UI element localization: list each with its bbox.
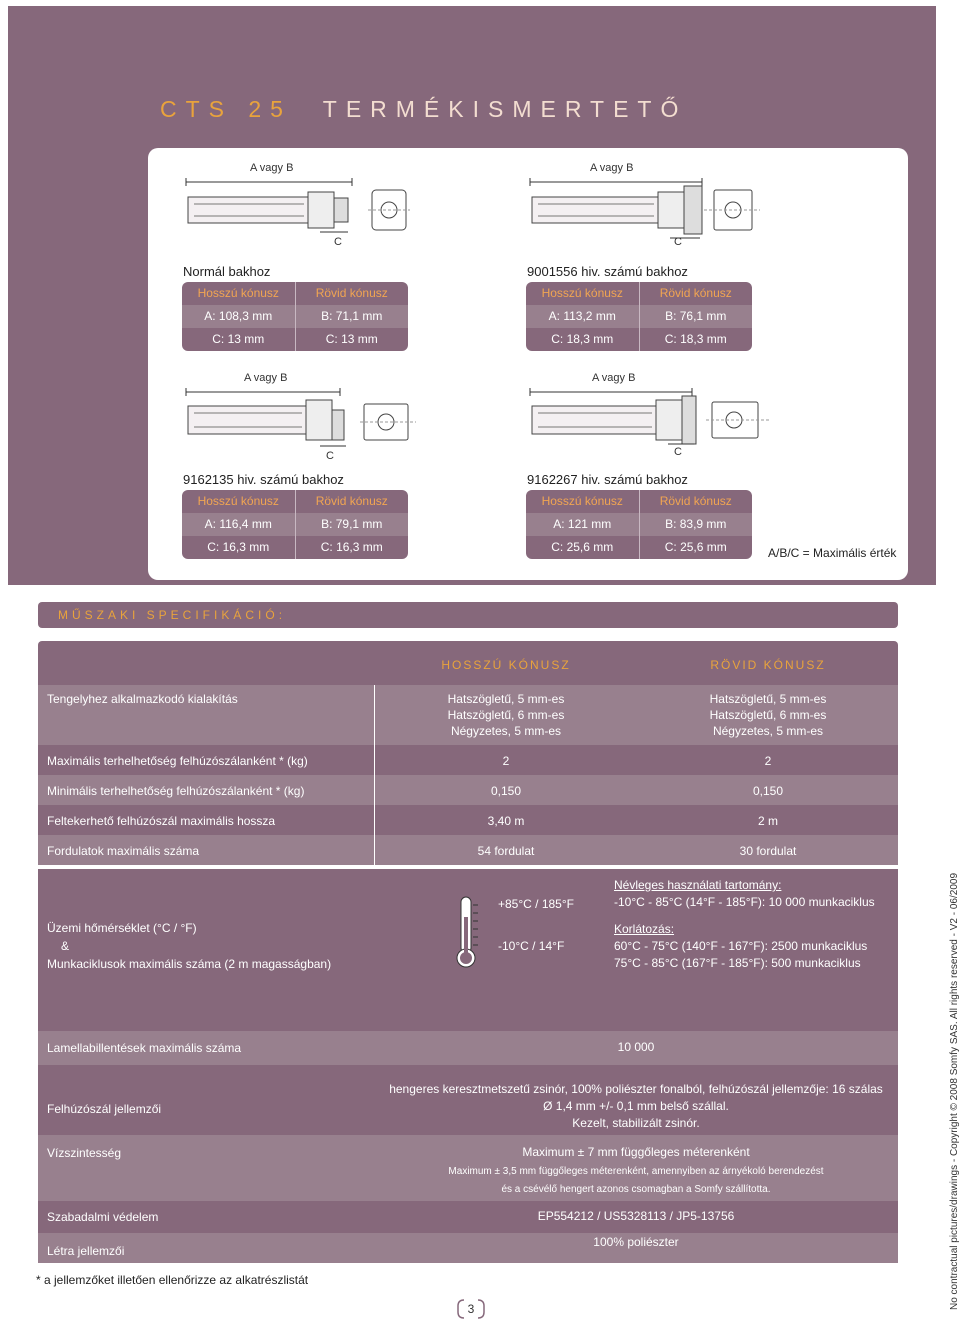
header-long-cone: Hosszú kónusz xyxy=(182,282,295,305)
header-long-cone: Hosszú kónusz xyxy=(526,282,639,305)
value-c-long: C: 13 mm xyxy=(182,328,295,351)
long-value-line: Négyzetes, 5 mm-es xyxy=(450,724,562,738)
patent-value: EP554212 / US5328113 / JP5-13756 xyxy=(537,1209,735,1223)
dimension-a-or-b-label: A vagy B xyxy=(250,162,294,174)
temp-high: +85°C / 185°F xyxy=(498,897,574,911)
row-label: Tengelyhez alkalmazkodó kialakítás xyxy=(47,692,238,706)
col-short-cone: RÖVID KÓNUSZ xyxy=(710,658,826,672)
value-c-short: C: 25,6 mm xyxy=(639,536,753,559)
page-number xyxy=(456,1298,486,1320)
short-value: 2 xyxy=(764,754,772,768)
page-title xyxy=(160,96,687,123)
spec-row-temperature xyxy=(38,869,898,985)
level-value: Maximum ± 7 mm függőleges méterenként xyxy=(522,1145,750,1159)
spec-section-bar xyxy=(38,602,898,628)
spec-row-tilt xyxy=(38,1031,898,1065)
spec-row-level xyxy=(38,1135,898,1201)
cycles-label: Munkaciklusok maximális száma (2 m magasságban) xyxy=(47,957,332,971)
header-short-cone: Rövid kónusz xyxy=(639,490,753,513)
value-c-long: C: 25,6 mm xyxy=(526,536,639,559)
value-a: A: 108,3 mm xyxy=(182,305,295,328)
motor-drawing xyxy=(524,382,774,462)
row-label: Fordulatok maximális száma xyxy=(47,844,200,858)
value-c-short: C: 13 mm xyxy=(295,328,409,351)
value-a: A: 116,4 mm xyxy=(182,513,295,536)
header-banner xyxy=(0,0,960,585)
short-value-line: Hatszögletű, 5 mm-es xyxy=(709,692,827,706)
dimension-c-label: C xyxy=(334,236,342,248)
dimension-table xyxy=(526,490,752,559)
header-short-cone: Rövid kónusz xyxy=(295,490,409,513)
page-number-text: 3 xyxy=(467,1302,475,1316)
header-long-cone: Hosszú kónusz xyxy=(526,490,639,513)
spec-section-title: MŰSZAKI SPECIFIKÁCIÓ: xyxy=(58,608,287,622)
dimension-c-label: C xyxy=(674,446,682,458)
dimension-table xyxy=(182,490,408,559)
value-c-short: C: 16,3 mm xyxy=(295,536,409,559)
row-label: Szabadalmi védelem xyxy=(47,1210,159,1224)
long-value: 2 xyxy=(502,754,510,768)
row-label: Felhúzószál jellemzői xyxy=(47,1102,162,1116)
long-value: 0,150 xyxy=(490,784,522,798)
long-value-line: Hatszögletű, 6 mm-es xyxy=(447,708,565,722)
value-b: B: 76,1 mm xyxy=(639,305,753,328)
row-label: Maximális terhelhetőség felhúzószálanként * (kg) xyxy=(47,754,308,768)
header-short-cone: Rövid kónusz xyxy=(295,282,409,305)
spec-header-row xyxy=(38,641,898,685)
dimension-a-or-b-label: A vagy B xyxy=(592,372,636,384)
cord-description: hengeres keresztmetszetű zsinór, 100% poliészter fonalból, felhúzószál jellemzője: 16 szálas xyxy=(389,1082,883,1096)
spec-row-min-load xyxy=(38,775,898,805)
spec-row-shaft xyxy=(38,685,898,745)
spec-row-max-load xyxy=(38,745,898,775)
value-b: B: 79,1 mm xyxy=(295,513,409,536)
motor-drawing xyxy=(180,382,420,462)
value-b: B: 71,1 mm xyxy=(295,305,409,328)
short-value-line: Hatszögletű, 6 mm-es xyxy=(709,708,827,722)
limit-line: 75°C - 85°C (167°F - 185°F): 500 munkaciklus xyxy=(614,956,861,970)
dimension-table xyxy=(526,282,752,351)
cord-description: Kezelt, stabilizált zsinór. xyxy=(572,1116,700,1130)
dimension-a-or-b-label: A vagy B xyxy=(590,162,634,174)
col-long-cone: HOSSZÚ KÓNUSZ xyxy=(441,658,571,672)
thermometer-icon xyxy=(452,895,482,969)
spec-row-cord xyxy=(38,1065,898,1135)
level-note: és a csévélő hengert azonos csomagban a Somfy szállította. xyxy=(501,1184,771,1195)
cord-description: Ø 1,4 mm +/- 0,1 mm belső szállal. xyxy=(543,1099,729,1113)
value-a: A: 121 mm xyxy=(526,513,639,536)
spec-row-patent xyxy=(38,1201,898,1233)
long-value: 3,40 m xyxy=(487,814,525,828)
row-label: Vízszintesség xyxy=(47,1146,122,1160)
temp-label-amp: & xyxy=(61,939,70,953)
bracket-caption: 9001556 hiv. számú bakhoz xyxy=(527,264,688,279)
value-c-long: C: 16,3 mm xyxy=(182,536,295,559)
nominal-range: -10°C - 85°C (14°F - 185°F): 10 000 munkaciklus xyxy=(614,895,875,909)
bracket-caption: Normál bakhoz xyxy=(183,264,271,279)
short-value-line: Négyzetes, 5 mm-es xyxy=(712,724,824,738)
long-value-line: Hatszögletű, 5 mm-es xyxy=(447,692,565,706)
limit-line: 60°C - 75°C (140°F - 167°F): 2500 munkaciklus xyxy=(614,939,868,953)
value-c-long: C: 18,3 mm xyxy=(526,328,639,351)
tilt-value: 10 000 xyxy=(617,1040,655,1054)
row-label: Feltekerhető felhúzószál maximális hossza xyxy=(47,814,276,828)
dimension-c-label: C xyxy=(326,450,334,462)
row-label: Létra jellemzői xyxy=(47,1244,125,1258)
row-label: Minimális terhelhetőség felhúzószálanként * (kg) xyxy=(47,784,305,798)
title-product: CTS 25 xyxy=(160,96,292,122)
ladder-value: 100% poliészter xyxy=(593,1235,679,1249)
value-b: B: 83,9 mm xyxy=(639,513,753,536)
short-value: 0,150 xyxy=(752,784,784,798)
dimension-a-or-b-label: A vagy B xyxy=(244,372,288,384)
spec-row-turns xyxy=(38,835,898,865)
row-label: Lamellabillentések maximális száma xyxy=(47,1041,242,1055)
limit-title: Korlátozás: xyxy=(614,922,675,936)
value-a: A: 113,2 mm xyxy=(526,305,639,328)
short-value: 30 fordulat xyxy=(739,844,797,858)
footnote: * a jellemzőket illetően ellenőrizze az alkatrészlistát xyxy=(36,1273,309,1287)
value-c-short: C: 18,3 mm xyxy=(639,328,753,351)
spec-row-cord-length xyxy=(38,805,898,835)
header-short-cone: Rövid kónusz xyxy=(639,282,753,305)
bracket-caption: 9162135 hiv. számú bakhoz xyxy=(183,472,344,487)
spec-row-ladder xyxy=(38,1233,898,1263)
motor-drawing xyxy=(180,172,420,252)
bracket-caption: 9162267 hiv. számú bakhoz xyxy=(527,472,688,487)
temp-label: Üzemi hőmérséklet (°C / °F) xyxy=(47,921,197,935)
short-value: 2 m xyxy=(757,814,778,828)
long-value: 54 fordulat xyxy=(477,844,535,858)
header-long-cone: Hosszú kónusz xyxy=(182,490,295,513)
dimension-table xyxy=(182,282,408,351)
dimension-c-label: C xyxy=(674,236,682,248)
nominal-range-title: Névleges használati tartomány: xyxy=(614,878,782,892)
motor-drawing xyxy=(524,172,764,252)
temp-low: -10°C / 14°F xyxy=(498,939,565,953)
max-value-note: A/B/C = Maximális érték xyxy=(768,546,897,560)
copyright-note: No contractual pictures/drawings - Copyright © 2008 Somfy SAS. All rights reserved - V2 - 06/2009 xyxy=(949,872,960,1310)
level-note: Maximum ± 3,5 mm függőleges méterenként, amennyiben az árnyékoló berendezést xyxy=(448,1166,824,1177)
column-divider xyxy=(374,685,375,865)
title-text: TERMÉKISMERTETŐ xyxy=(322,96,688,122)
